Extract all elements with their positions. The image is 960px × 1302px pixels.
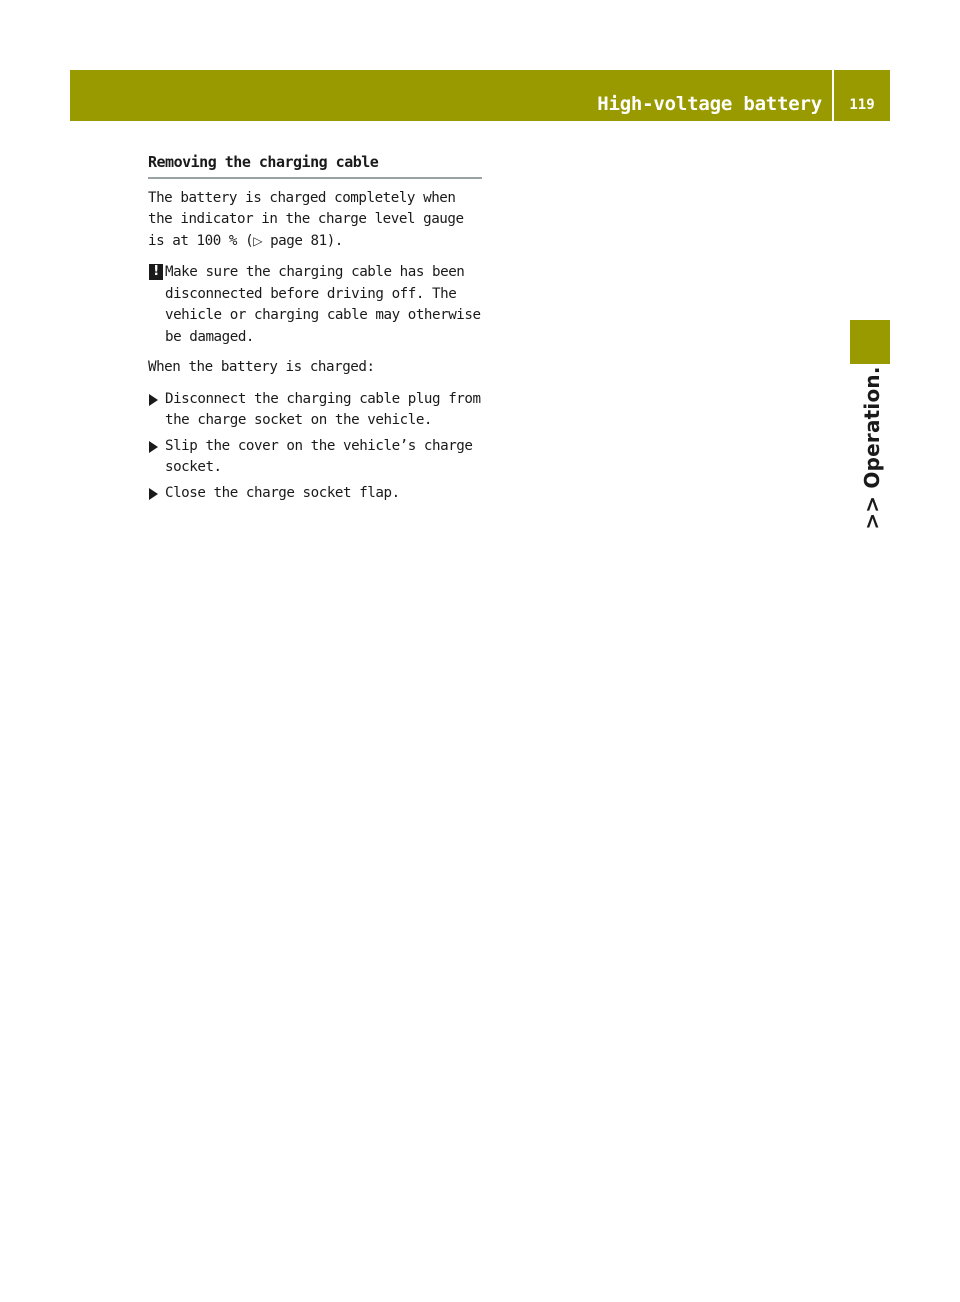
section-heading: Removing the charging cable [148,152,482,179]
list-item [148,389,482,432]
triangle-right-icon [149,394,158,406]
step-text: Close the charge socket flap. [165,484,400,501]
warning-text: Make sure the charging cable has been disconnected before driving off. The vehicle or charging cable may otherwise be damaged. [165,264,481,345]
chapter-tab-marker [850,320,890,364]
running-header-title: High-voltage battery [597,93,822,115]
header-bar [70,70,832,121]
intro-text: The battery is charged completely when the indicator in the charge level gauge is at 100 % ( [148,189,464,249]
intro-paragraph [148,188,482,253]
list-item [148,436,482,479]
page-number-box [834,70,890,121]
triangle-right-icon [149,488,158,500]
step-text: Slip the cover on the vehicle’s charge socket. [165,437,473,475]
chapter-tab-label: >> Operation. [860,366,884,530]
page-number: 119 [849,97,875,113]
exclamation-mark-icon: ! [149,264,163,280]
condition-text: When the battery is charged: [148,359,375,375]
steps-list [148,389,482,505]
triangle-right-icon [149,441,158,453]
warning-note [148,262,482,348]
cross-reference-link[interactable]: page 81). [261,232,343,249]
list-item [148,483,482,505]
step-text: Disconnect the charging cable plug from the charge socket on the vehicle. [165,390,481,428]
cross-reference-icon: ▷ [253,233,262,248]
main-content [148,152,482,508]
